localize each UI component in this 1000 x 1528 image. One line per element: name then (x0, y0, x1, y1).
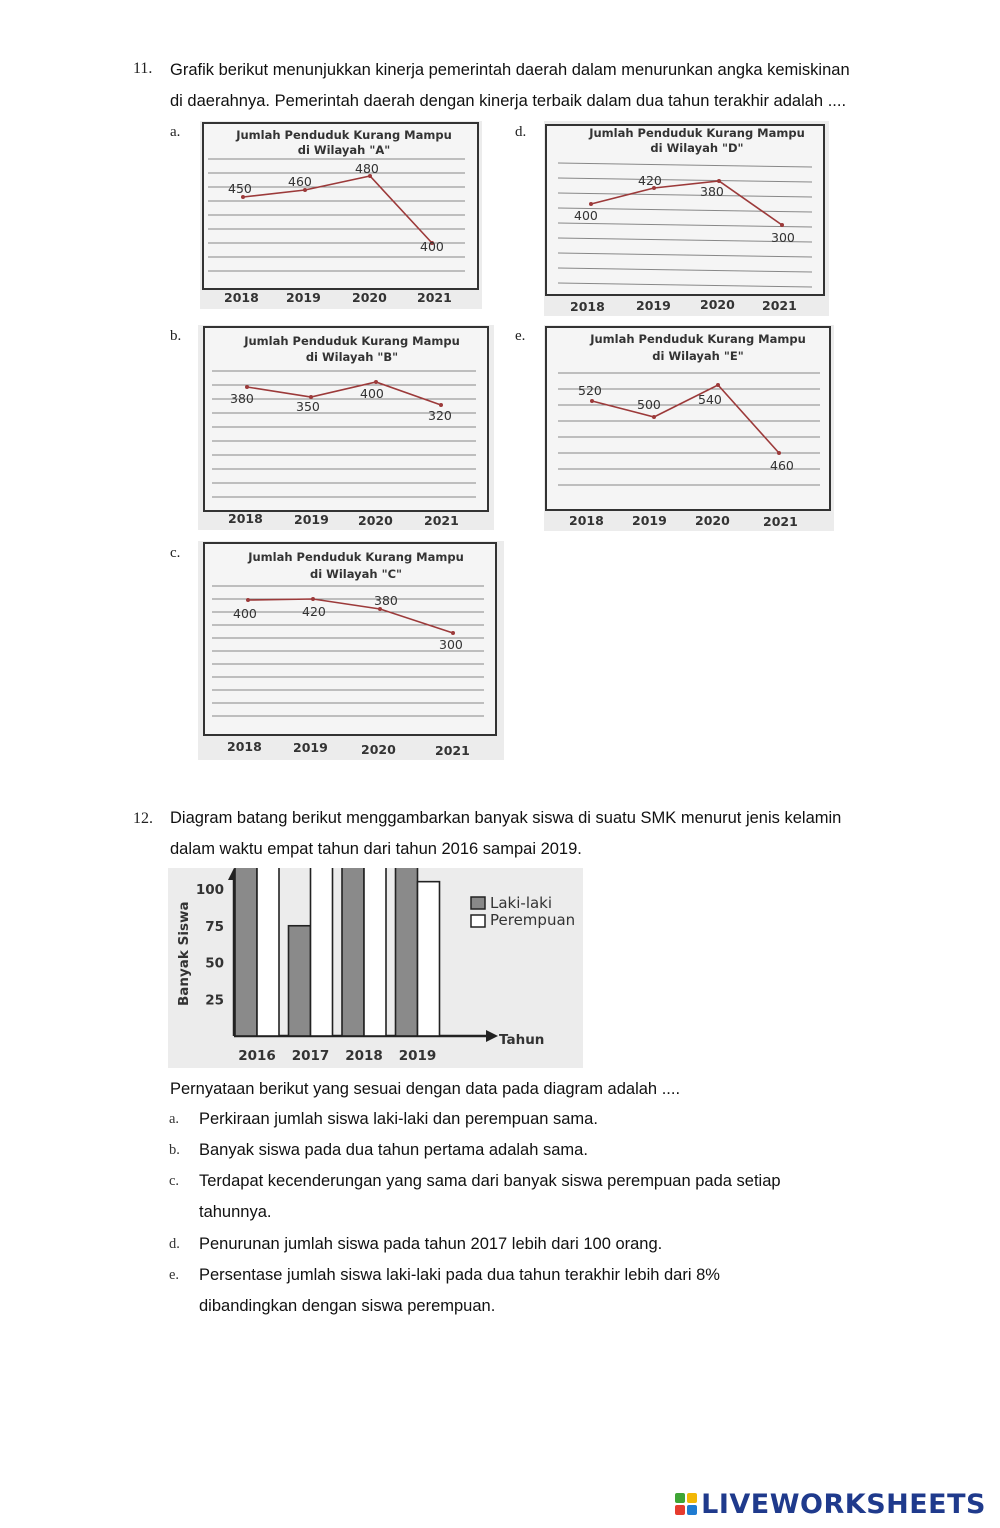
chart-d-year-2021: 2021 (762, 298, 797, 313)
answer-d-text: Penurunan jumlah siswa pada tahun 2017 lebih dari 100 orang. (199, 1235, 663, 1253)
answer-b-letter: b. (169, 1142, 180, 1158)
x-tick-2018: 2018 (345, 1048, 383, 1064)
chart-e-year-2019: 2019 (632, 513, 667, 528)
chart-c-year-2020: 2020 (361, 742, 396, 757)
y-tick-75: 75 (205, 918, 224, 935)
chart-b-title-2: di Wilayah "B" (305, 350, 399, 364)
chart-a-label-2019: 460 (288, 174, 312, 189)
question-11-text (170, 55, 960, 117)
chart-wilayah-d[interactable] (544, 121, 829, 316)
question-11-line-2: di daerahnya. Pemerintah daerah dengan kinerja terbaik dalam dua tahun terakhir adalah .... (170, 92, 847, 110)
bar-perempuan-2016 (257, 868, 279, 1036)
bar-laki-2017 (289, 926, 311, 1036)
answer-a[interactable] (169, 1104, 959, 1135)
chart-a-year-2020: 2020 (352, 290, 387, 305)
question-12-line-2: dalam waktu empat tahun dari tahun 2016 sampai 2019. (170, 840, 582, 858)
chart-b-label-2021: 320 (428, 408, 452, 423)
chart-a-label-2020: 480 (355, 161, 379, 176)
chart-e-label-2021: 460 (770, 458, 794, 473)
bar-perempuan-2018 (364, 868, 386, 1036)
bar-perempuan-2019 (418, 882, 440, 1036)
chart-b-year-2021: 2021 (424, 513, 459, 528)
chart-c-title-1: Jumlah Penduduk Kurang Mampu (248, 550, 464, 564)
chart-wilayah-a[interactable] (200, 121, 482, 309)
chart-a-title-1: Jumlah Penduduk Kurang Mampu (236, 128, 452, 142)
option-c-label: c. (170, 545, 181, 561)
option-d-label: d. (515, 124, 527, 140)
chart-e-label-2020: 540 (698, 392, 722, 407)
chart-a-svg (200, 121, 482, 309)
chart-b-title-1: Jumlah Penduduk Kurang Mampu (244, 334, 460, 348)
chart-d-label-2020: 380 (700, 184, 724, 199)
chart-e-year-2018: 2018 (569, 513, 604, 528)
answer-b[interactable] (169, 1135, 959, 1166)
y-tick-50: 50 (205, 955, 224, 972)
bar-chart-siswa[interactable] (168, 868, 583, 1068)
answer-c-text-2: tahunnya. (199, 1203, 272, 1221)
question-12-text (170, 803, 960, 865)
chart-d-svg (544, 121, 829, 316)
y-axis-label: Banyak Siswa (176, 901, 192, 1006)
chart-wilayah-e[interactable] (544, 325, 834, 531)
chart-b-svg (198, 325, 494, 530)
bar-chart-svg (168, 868, 583, 1068)
logo-grid-icon (675, 1493, 697, 1515)
legend-swatch-perempuan (471, 915, 485, 927)
chart-c-label-2021: 300 (439, 637, 463, 652)
chart-b-label-2019: 350 (296, 399, 320, 414)
option-a-label: a. (170, 124, 181, 140)
chart-c-label-2019: 420 (302, 604, 326, 619)
question-12-number: 12. (133, 810, 153, 827)
bar-laki-2016 (235, 868, 257, 1036)
legend-swatch-laki (471, 897, 485, 909)
chart-c-title-2: di Wilayah "C" (309, 567, 403, 581)
answer-c[interactable] (169, 1166, 959, 1228)
answer-c-text-1: Terdapat kecenderungan yang sama dari banyak siswa perempuan pada setiap (199, 1172, 781, 1190)
chart-a-year-2021: 2021 (417, 290, 452, 305)
chart-e-svg (544, 325, 834, 531)
chart-c-year-2018: 2018 (227, 739, 262, 754)
bar-laki-2018 (342, 868, 364, 1036)
legend-label-laki: Laki-laki (490, 894, 553, 912)
chart-wilayah-c[interactable] (198, 541, 504, 760)
chart-b-year-2019: 2019 (294, 512, 329, 527)
chart-e-title-2: di Wilayah "E" (652, 349, 744, 363)
question-11-line-1: Grafik berikut menunjukkan kinerja pemerintah daerah dalam menurunkan angka kemiskinan (170, 61, 850, 79)
answer-d-letter: d. (169, 1236, 180, 1252)
logo-text: LIVEWORKSHEETS (701, 1488, 986, 1520)
answer-a-letter: a. (169, 1111, 180, 1127)
chart-a-year-2018: 2018 (224, 290, 259, 305)
chart-d-label-2021: 300 (771, 230, 795, 245)
chart-d-title-1: Jumlah Penduduk Kurang Mampu (589, 126, 805, 140)
answer-e[interactable] (169, 1260, 959, 1322)
answer-e-text-1: Persentase jumlah siswa laki-laki pada dua tahun terakhir lebih dari 8% (199, 1266, 720, 1284)
answer-a-text: Perkiraan jumlah siswa laki-laki dan perempuan sama. (199, 1110, 598, 1128)
x-axis-label: Tahun (499, 1032, 545, 1048)
chart-d-label-2019: 420 (638, 173, 662, 188)
chart-a-label-2021: 400 (420, 239, 444, 254)
chart-c-year-2021: 2021 (435, 743, 470, 758)
option-b-label: b. (170, 328, 182, 344)
x-axis-arrow (486, 1030, 498, 1042)
liveworksheets-logo[interactable] (675, 1488, 986, 1520)
question-11-number: 11. (133, 60, 153, 77)
answer-e-letter: e. (169, 1267, 180, 1283)
chart-c-svg (198, 541, 504, 760)
question-12-statement: Pernyataan berikut yang sesuai dengan data pada diagram adalah .... (170, 1080, 681, 1098)
answer-e-text-2: dibandingkan dengan siswa perempuan. (199, 1297, 496, 1315)
x-tick-2017: 2017 (291, 1048, 330, 1064)
chart-d-title-2: di Wilayah "D" (650, 141, 744, 155)
chart-a-year-2019: 2019 (286, 290, 321, 305)
legend-label-perempuan: Perempuan (490, 911, 576, 929)
answer-d[interactable] (169, 1229, 959, 1260)
chart-c-label-2020: 380 (374, 593, 398, 608)
chart-c-year-2019: 2019 (293, 740, 328, 755)
chart-wilayah-b[interactable] (198, 325, 494, 530)
x-tick-2016: 2016 (238, 1048, 276, 1064)
y-tick-100: 100 (195, 882, 224, 898)
chart-c-label-2018: 400 (233, 606, 257, 621)
answer-b-text: Banyak siswa pada dua tahun pertama adalah sama. (199, 1141, 588, 1159)
chart-e-label-2018: 520 (578, 383, 602, 398)
chart-b-label-2020: 400 (360, 386, 384, 401)
answer-c-letter: c. (169, 1173, 180, 1189)
bar-laki-2019 (396, 868, 418, 1036)
chart-b-label-2018: 380 (230, 391, 254, 406)
option-e-label: e. (515, 328, 526, 344)
chart-d-label-2018: 400 (574, 208, 598, 223)
chart-d-year-2020: 2020 (700, 297, 735, 312)
chart-b-year-2020: 2020 (358, 513, 393, 528)
y-tick-25: 25 (205, 992, 224, 1009)
chart-d-year-2019: 2019 (636, 298, 671, 313)
chart-e-year-2020: 2020 (695, 513, 730, 528)
bar-perempuan-2017 (311, 868, 333, 1036)
chart-e-year-2021: 2021 (763, 514, 798, 529)
chart-d-year-2018: 2018 (570, 299, 605, 314)
x-tick-2019: 2019 (398, 1048, 437, 1064)
chart-e-title-1: Jumlah Penduduk Kurang Mampu (590, 332, 806, 346)
question-12-line-1: Diagram batang berikut menggambarkan banyak siswa di suatu SMK menurut jenis kelamin (170, 809, 842, 827)
chart-a-label-2018: 450 (228, 181, 252, 196)
chart-e-label-2019: 500 (637, 397, 661, 412)
chart-a-title-2: di Wilayah "A" (297, 143, 391, 157)
chart-b-year-2018: 2018 (228, 511, 263, 526)
